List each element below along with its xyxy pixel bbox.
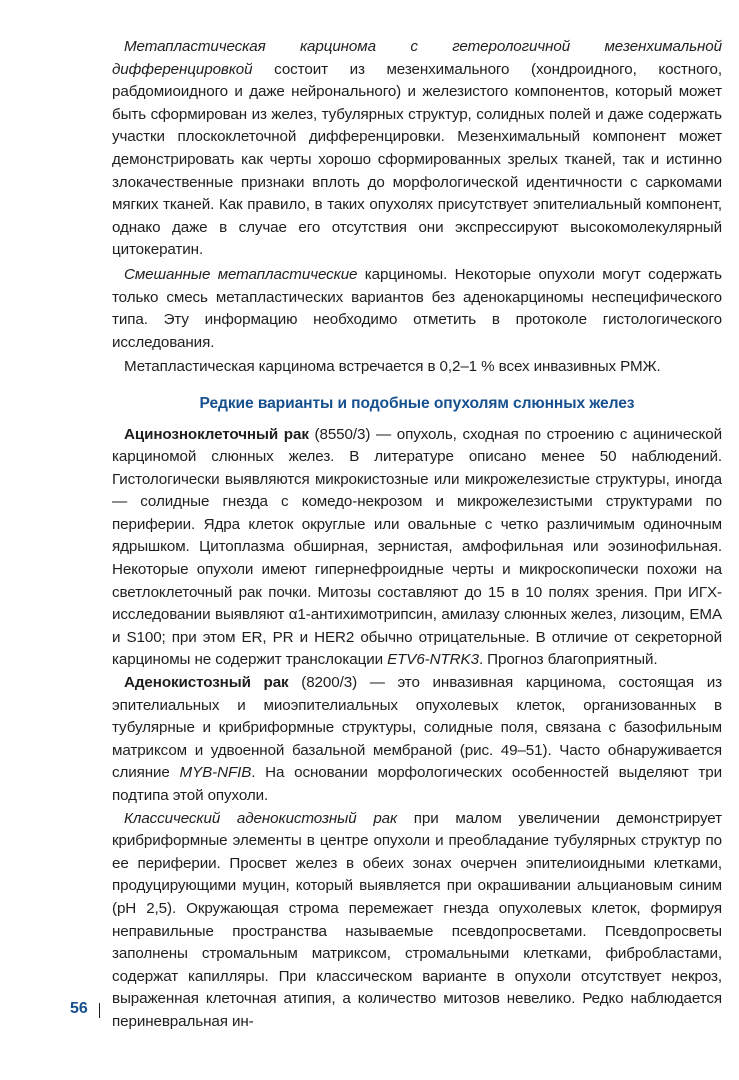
paragraph-text: . На основании морфологических особенностей выделяют три подтипа этой опухоли. — [112, 764, 723, 804]
paragraph-incidence — [112, 356, 722, 379]
term-adenoid-cystic: Аденокистозный рак — [124, 674, 289, 692]
page-number-divider — [99, 1003, 100, 1018]
page-number: 56 — [70, 1000, 88, 1017]
paragraph-heterologous-carcinoma — [112, 36, 722, 262]
paragraph-text: карциномы. Некоторые опухоли могут содержать только смесь метапластических вариантов без аденокарциномы неспецифического типа. Эту информацию необходимо отметить в протоколе гистологического исследования. — [112, 265, 722, 351]
term-classic-adenoid-cystic: Классический аденокистозный рак — [124, 809, 398, 827]
page-body — [112, 36, 722, 1034]
gene-fusion-myb: MYB-NFIB — [179, 764, 252, 782]
paragraph-text: . Прогноз благоприятный. — [478, 651, 658, 669]
paragraph-text: при малом увеличении демонстрирует крибриформные элементы в центре опухоли и преобладание тубулярных структур по ее периферии. Просвет желез в обеих зонах очерчен эпителиоидными клетками, продуцирующими муцин, который выявляется при окрашивании альциановым синим (pH 2,5). Окружающая строма перемежает гнезда опухолевых клеток, формируя неправильные пространства называемые псевдопросветами. Псевдопросветы заполнены стромальным матриксом, стромальными клетками, фибробластами, содержат капилляры. При классическом варианте в опухоли отсутствует некроз, выраженная клеточная атипия, а количество митозов невелико. Редко наблюдается периневральная ин- — [112, 809, 722, 1030]
paragraph-adenoid-cystic — [112, 672, 722, 808]
gene-fusion-etv6: ETV6-NTRK3 — [387, 651, 479, 669]
term-heterologous-carcinoma: Метапластическая карцинома с гетерологичной мезенхимальной дифференцировкой — [112, 38, 722, 78]
paragraph-classic-adenoid-cystic — [112, 808, 722, 1034]
paragraph-text: состоит из мезенхимального (хондроидного, костного, рабдомиоидного и даже нейронального) и железистого компонентов, который может быть сформирован из желез, тубулярных структур, солидных полей и даже содержать участки плоскоклеточной дифференцировки. Мезенхимальный компонент может демонстрировать как черты хорошо сформированных зрелых тканей, так и истинно злокачественные признаки вплоть до морфологической идентичности с саркомами мягких тканей. Как правило, в таких опухолях присутствует эпителиальный компонент, однако даже в случае его отсутствия они экспрессируют высокомолекулярный цитокератин. — [112, 60, 722, 259]
section-heading: Редкие варианты и подобные опухолям слюнных желез — [199, 394, 635, 412]
term-acinic-cell: Ацинозноклеточный рак — [124, 425, 309, 443]
paragraph-text: Метапластическая карцинома встречается в 0,2–1 % всех инвазивных РМЖ. — [124, 358, 661, 376]
paragraph-mixed-metaplastic — [112, 264, 722, 354]
paragraph-text: (8200/3) — это инвазивная карцинома, состоящая из эпителиальных и миоэпителиальных опухолевых клеток, организованных в тубулярные и крибриформные структуры, солидные поля, связана с базофильным матриксом и удвоенной базальной мембраной (рис. 49–51). Часто обнаруживается слияние — [112, 674, 722, 782]
paragraph-text: (8550/3) — опухоль, сходная по строению с ацинической карциномой слюнных желез. В литературе описано менее 50 наблюдений. Гистологически выявляются микрокистозные или микрожелезистые структуры, иногда — солидные гнезда с комедо-некрозом и микрожелезистыми структурами по периферии. Ядра клеток округлые или овальные с четко различимым одиночным ядрышком. Цитоплазма обширная, зернистая, амфофильная или эозинофильная. Некоторые опухоли имеют гипернефроидные черты и микроскопически похожи на светлоклеточный рак почки. Митозы составляют до 15 в 10 полях зрения. При ИГХ-исследовании выявляют α1-антихимотрипсин, амилазу слюнных желез, лизоцим, ЕМА и S100; при этом ER, PR и HER2 обычно отрицательные. В отличие от секреторной карциномы не содержит транслокации — [112, 425, 722, 669]
paragraph-acinic-cell — [112, 424, 722, 673]
term-mixed-metaplastic: Смешанные метапластические — [124, 265, 358, 283]
